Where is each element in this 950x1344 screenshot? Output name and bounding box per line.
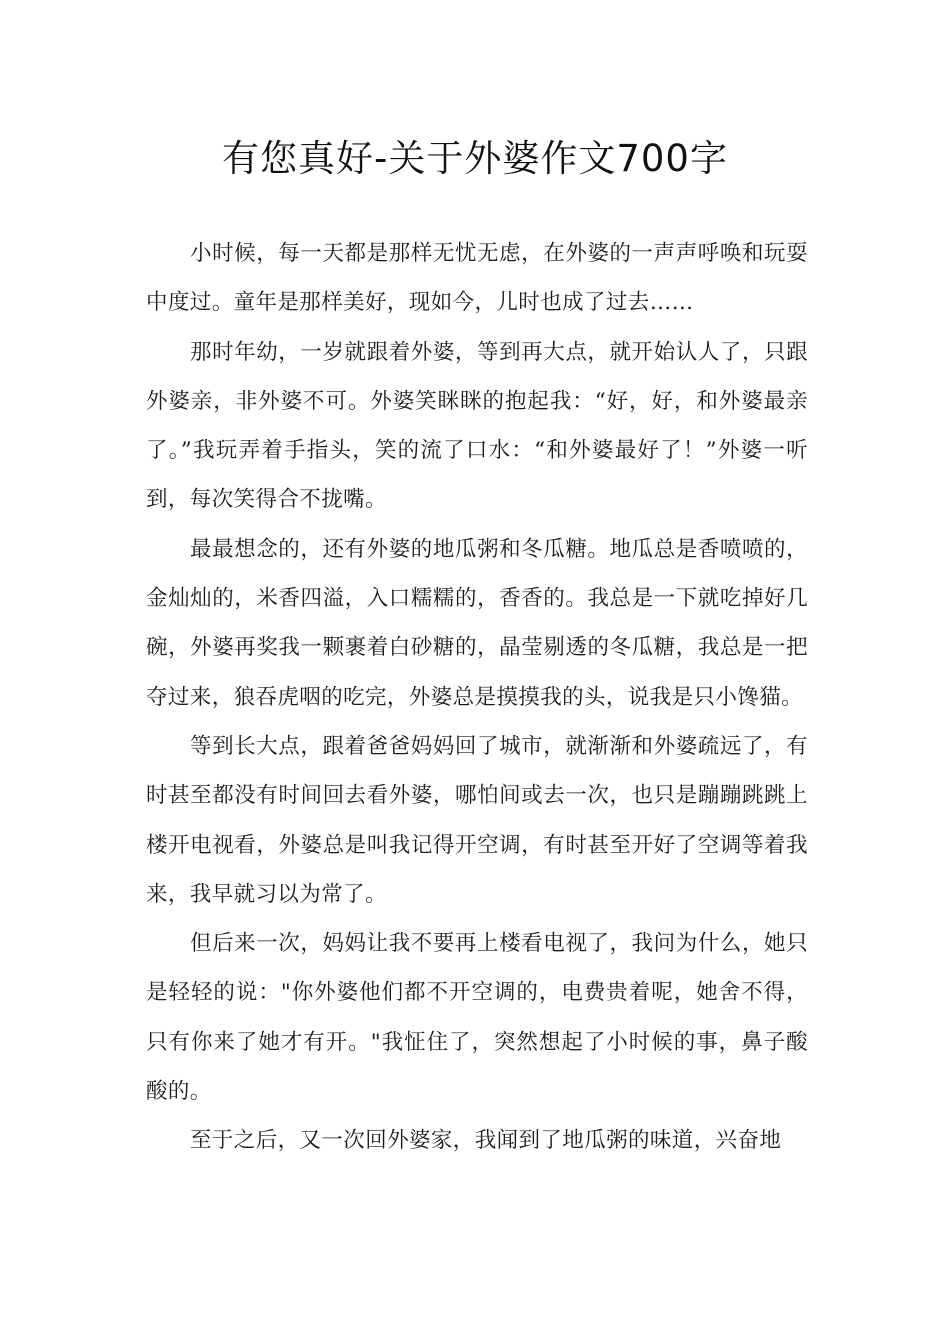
paragraph-1: 小时候，每一天都是那样无忧无虑，在外婆的一声声呼唤和玩耍中度过。童年是那样美好，现如今，儿时也成了过去……	[146, 241, 808, 316]
paragraph-3: 最最想念的，还有外婆的地瓜粥和冬瓜糖。地瓜总是香喷喷的，金灿灿的，米香四溢，入口糯糯的，香香的。我总是一下就吃掉好几碗，外婆再奖我一颗裹着白砂糖的，晶莹剔透的冬瓜糖，我总是一把夺过来，狼吞虎咽的吃完，外婆总是摸摸我的头，说我是只小馋猫。	[146, 536, 808, 710]
document-body	[146, 229, 808, 1166]
paragraph-5: 但后来一次，妈妈让我不要再上楼看电视了，我问为什么，她只是轻轻的说："你外婆他们都不开空调的，电费贵着呢，她舍不得，只有你来了她才有开。"我怔住了，突然想起了小时候的事，鼻子酸酸的。	[146, 931, 808, 1105]
paragraph-6: 至于之后，又一次回外婆家，我闻到了地瓜粥的味道，兴奋地	[190, 1128, 782, 1154]
document-title: 有您真好-关于外婆作文700字	[222, 137, 728, 180]
paragraph-2: 那时年幼，一岁就跟着外婆，等到再大点，就开始认人了，只跟外婆亲，非外婆不可。外婆笑眯眯的抱起我：“好，好，和外婆最亲了。”我玩弄着手指头，笑的流了口水：“和外婆最好了！”外婆一听到，每次笑得合不拢嘴。	[146, 339, 808, 513]
paragraph-4: 等到长大点，跟着爸爸妈妈回了城市，就渐渐和外婆疏远了，有时甚至都没有时间回去看外婆，哪怕间或去一次，也只是蹦蹦跳跳上楼开电视看，外婆总是叫我记得开空调，有时甚至开好了空调等着我来，我早就习以为常了。	[146, 733, 808, 907]
